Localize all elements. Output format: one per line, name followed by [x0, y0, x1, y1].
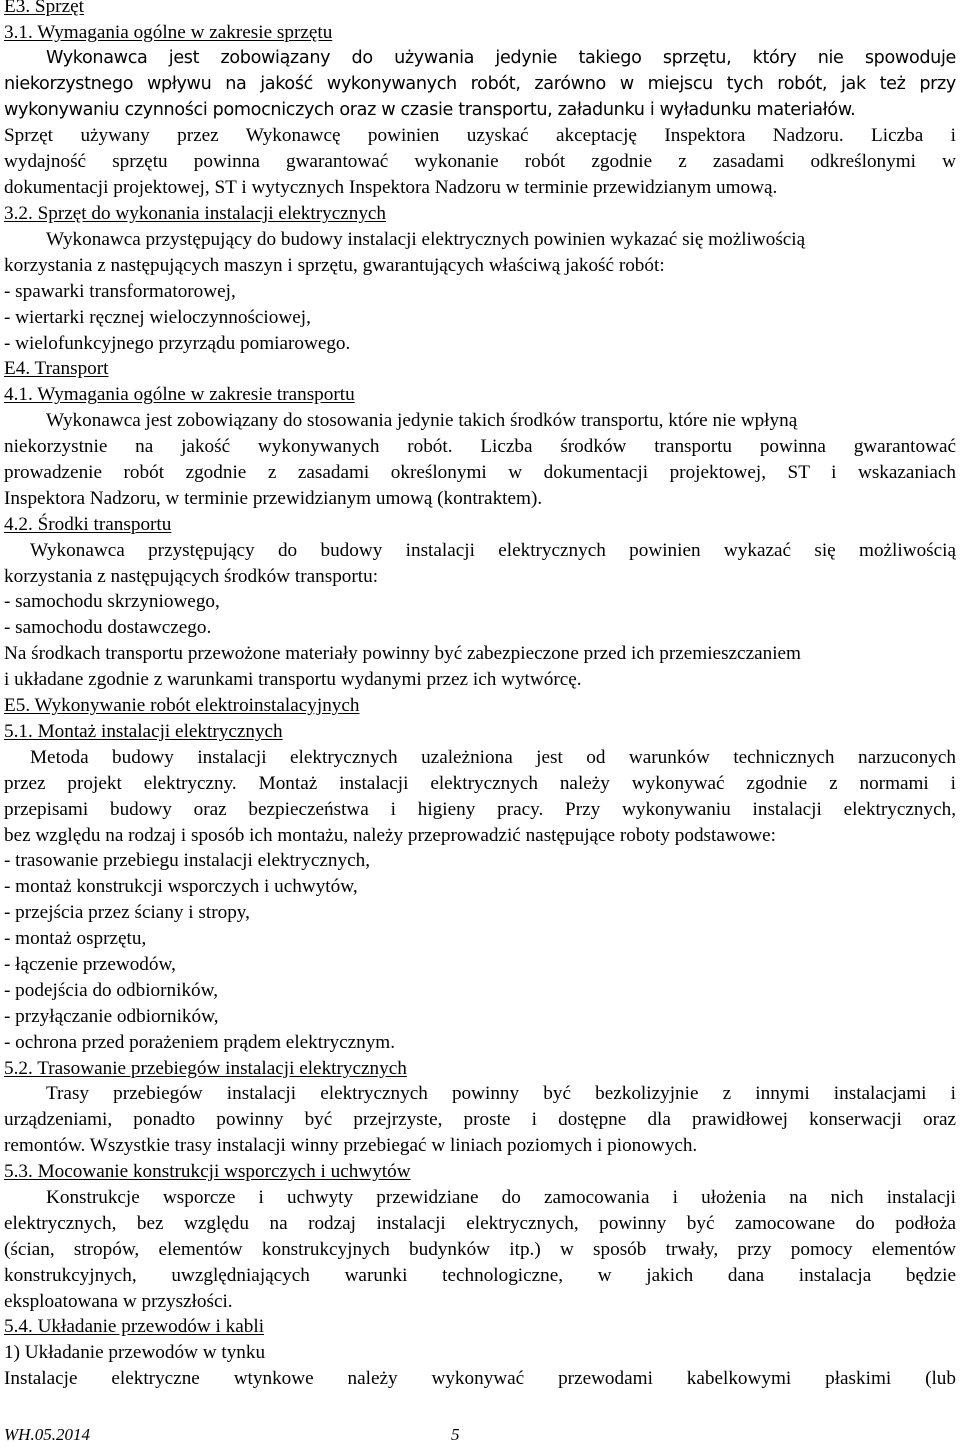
text-line: Wykonawca jest zobowiązany do stosowania jedynie takich środków transportu, które nie wpłyną	[46, 410, 798, 432]
text-line: - montaż konstrukcji wsporczych i uchwytów,	[4, 876, 358, 898]
text-line: Sprzęt używany przez Wykonawcę powinien uzyskać akceptację Inspektora Nadzoru. Liczba i	[4, 125, 956, 147]
text-line: - przyłączanie odbiorników,	[4, 1005, 219, 1027]
text-line: - podejścia do odbiorników,	[4, 979, 219, 1001]
section-heading: E5. Wykonywanie robót elektroinstalacyjnych	[4, 695, 360, 717]
section-heading: 5.4. Układanie przewodów i kabli	[4, 1316, 265, 1338]
text-line: konstrukcyjnych, uwzględniających warunki technologiczne, w jakich dana instalacja będzie	[4, 1264, 956, 1286]
text-line: - spawarki transformatorowej,	[4, 280, 236, 302]
text-line: Inspektora Nadzoru, w terminie przewidzianym umową (kontraktem).	[4, 487, 543, 509]
text-line: Konstrukcje wsporcze i uchwyty przewidziane do zamocowania i ułożenia na nich instalacji	[46, 1186, 956, 1208]
text-line: - ochrona przed porażeniem prądem elektrycznym.	[4, 1031, 396, 1053]
text-line: i układane zgodnie z warunkami transportu wydanymi przez ich wytwórcę.	[4, 669, 582, 691]
text-line: korzystania z następujących środków transportu:	[4, 565, 379, 587]
text-line: - łączenie przewodów,	[4, 953, 176, 975]
section-heading: 5.2. Trasowanie przebiegów instalacji elektrycznych	[4, 1057, 407, 1079]
text-line: - samochodu skrzyniowego,	[4, 591, 220, 613]
text-line: 1) Układanie przewodów w tynku	[4, 1342, 266, 1364]
text-line: - trasowanie przebiegu instalacji elektrycznych,	[4, 850, 370, 872]
text-line: niekorzystnego wpływu na jakość wykonywanych robót, zarówno w miejscu tych robót, jak też przy	[4, 73, 956, 94]
text-line: przepisami budowy oraz bezpieczeństwa i higieny pracy. Przy wykonywaniu instalacji elektrycznych,	[4, 798, 956, 820]
text-line: przez projekt elektryczny. Montaż instalacji elektrycznych należy wykonywać zgodnie z normami i	[4, 772, 956, 794]
text-line: (ścian, stropów, elementów konstrukcyjnych budynków itp.) w sposób trwały, przy pomocy elementów	[4, 1238, 956, 1260]
section-heading: 4.1. Wymagania ogólne w zakresie transportu	[4, 384, 355, 406]
text-line: eksploatowana w przyszłości.	[4, 1290, 233, 1312]
text-line: Trasy przebiegów instalacji elektrycznych powinny być bezkolizyjnie z innymi instalacjami i	[46, 1083, 956, 1105]
text-line: prowadzenie robót zgodnie z zasadami określonymi w dokumentacji projektowej, ST i wskazaniach	[4, 462, 956, 484]
text-line: wykonywaniu czynności pomocniczych oraz w czasie transportu, załadunku i wyładunku materiałów.	[4, 99, 856, 120]
text-line: Wykonawca jest zobowiązany do używania jedynie takiego sprzętu, który nie spowoduje	[46, 47, 956, 68]
text-line: Na środkach transportu przewożone materiały powinny być zabezpieczone przed ich przemieszczaniem	[4, 643, 801, 665]
text-line: - wielofunkcyjnego przyrządu pomiarowego.	[4, 332, 351, 354]
section-heading: 4.2. Środki transportu	[4, 513, 172, 535]
page-footer	[4, 1422, 956, 1442]
text-line: Wykonawca przystępujący do budowy instalacji elektrycznych powinien wykazać się możliwością	[46, 229, 806, 251]
text-line: Instalacje elektryczne wtynkowe należy wykonywać przewodami kabelkowymi płaskimi (lub	[4, 1368, 956, 1390]
section-heading: E4. Transport	[4, 358, 109, 380]
text-line: elektrycznych, bez względu na rodzaj instalacji elektrycznych, powinny być zamocowane do podłoża	[4, 1212, 956, 1234]
footer-page-number: 5	[451, 1425, 460, 1444]
document-body	[4, 0, 956, 1392]
text-line: niekorzystnie na jakość wykonywanych robót. Liczba środków transportu powinna gwarantować	[4, 436, 956, 458]
text-line: - przejścia przez ściany i stropy,	[4, 902, 250, 924]
text-line: - samochodu dostawczego.	[4, 617, 212, 639]
text-line: wydajność sprzętu powinna gwarantować wykonanie robót zgodnie z zasadami odkreślonymi w	[4, 151, 956, 173]
text-line: Metoda budowy instalacji elektrycznych uzależniona jest od warunków technicznych narzuconych	[30, 746, 956, 768]
section-heading: 3.1. Wymagania ogólne w zakresie sprzętu	[4, 21, 333, 43]
text-line: dokumentacji projektowej, ST i wytycznych Inspektora Nadzoru w terminie przewidzianym umową.	[4, 177, 778, 199]
text-line: bez względu na rodzaj i sposób ich montażu, należy przeprowadzić następujące roboty podstawowe:	[4, 824, 777, 846]
section-heading: 5.1. Montaż instalacji elektrycznych	[4, 720, 283, 742]
footer-date: WH.05.2014	[4, 1425, 90, 1444]
text-line: - montaż osprzętu,	[4, 928, 147, 950]
section-heading: 3.2. Sprzęt do wykonania instalacji elektrycznych	[4, 203, 387, 225]
section-heading: 5.3. Mocowanie konstrukcji wsporczych i uchwytów	[4, 1161, 411, 1183]
text-line: Wykonawca przystępujący do budowy instalacji elektrycznych powinien wykazać się możliwością	[30, 539, 956, 561]
text-line: - wiertarki ręcznej wieloczynnościowej,	[4, 306, 311, 328]
text-line: remontów. Wszystkie trasy instalacji winny przebiegać w liniach poziomych i pionowych.	[4, 1135, 698, 1157]
text-line: korzystania z następujących maszyn i sprzętu, gwarantujących właściwą jakość robót:	[4, 254, 665, 276]
text-line: urządzeniami, ponadto powinny być przejrzyste, proste i dostępne dla prawidłowej konserwacji oraz	[4, 1109, 956, 1131]
section-heading: E3. Sprzęt	[4, 0, 84, 17]
